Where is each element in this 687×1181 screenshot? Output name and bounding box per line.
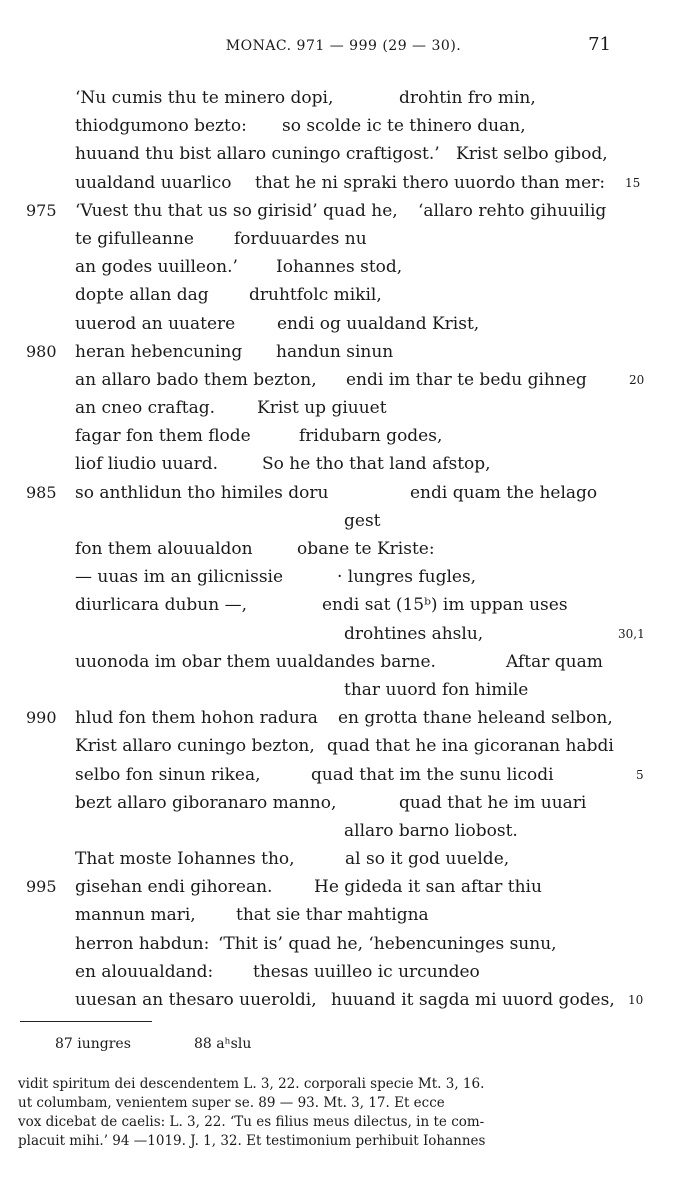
gloss-line: ut columbam, venientem super se. 89 — 93. Mt. 3, 17. Et ecce (18, 1095, 445, 1111)
second-half-line: Aftar quam (506, 651, 603, 672)
first-half-line: uualdand uuarlico (75, 172, 232, 193)
line-number: 990 (26, 708, 57, 728)
first-half-line: bezt allaro giboranaro manno, (75, 792, 337, 813)
second-half-line: Krist up giuuet (257, 398, 387, 419)
first-half-line: dopte allan dag (75, 285, 209, 306)
second-half-line: fridubarn godes, (299, 426, 443, 447)
first-half-line: an godes uuilleon.’ (75, 257, 238, 278)
verse-line (0, 450, 687, 478)
first-half-line: an allaro bado them bezton, (75, 369, 317, 390)
second-half-line: thesas uuilleo ic urcundeo (253, 961, 480, 982)
second-half-line: drohtin fro min, (399, 88, 536, 108)
second-half-line: allaro barno liobost. (344, 820, 518, 841)
first-half-line: heran hebencuning (75, 341, 243, 362)
latin-gloss (18, 1075, 614, 1151)
first-half-line: en alouualdand: (75, 961, 214, 982)
first-half-line: That moste Iohannes tho, (75, 849, 295, 870)
second-half-line: quad that he im uuari (399, 792, 587, 813)
verse-line (0, 873, 687, 901)
first-half-line: uuonoda im obar them uualdandes barne. (75, 651, 436, 672)
verse-line (0, 563, 687, 591)
verse-line (0, 507, 687, 535)
verse-line (0, 620, 687, 648)
verse-line (0, 676, 687, 704)
second-half-line: endi im thar te bedu gihneg (346, 369, 587, 390)
first-half-line: huuand thu bist allaro cuningo craftigost.’ (75, 144, 440, 165)
first-half-line: so anthlidun tho himiles doru (75, 482, 329, 503)
page-number: 71 (588, 34, 611, 55)
second-half-line: endi quam the helago (410, 482, 598, 503)
gloss-line: vox dicebat de caelis: L. 3, 22. ‘Tu es filius meus dilectus, in te com- (18, 1114, 485, 1130)
gloss-line: placuit mihi.’ 94 —1019. J. 1, 32. Et testimonium perhibuit Iohannes (18, 1133, 486, 1149)
footnote-88: 88 aʰslu (194, 1036, 252, 1052)
second-half-line: He gideda it san aftar thiu (314, 877, 542, 898)
second-half-line: gest (344, 510, 381, 531)
verse-line (0, 789, 687, 817)
first-half-line: te gifulleanne (75, 228, 194, 249)
margin-reference: 30,1 (618, 626, 645, 641)
second-half-line: so scolde ic te thinero duan, (282, 116, 526, 137)
verse-line (0, 732, 687, 760)
verse-line (0, 310, 687, 338)
second-half-line: thar uuord fon himile (344, 679, 529, 700)
second-half-line: ‘Thit is’ quad he, ‘hebencuninges sunu, (218, 933, 557, 954)
second-half-line: forduuardes nu (234, 228, 367, 249)
verse-line (0, 648, 687, 676)
footnote-rule (20, 1021, 152, 1022)
verse-line (0, 761, 687, 789)
second-half-line: drohtines ahslu, (344, 623, 484, 644)
verse-line (0, 338, 687, 366)
first-half-line: herron habdun: (75, 933, 210, 954)
second-half-line: that he ni spraki thero uuordo than mer: (255, 172, 606, 193)
verse-text (0, 84, 687, 1014)
margin-reference: 5 (636, 767, 644, 782)
first-half-line: thiodgumono bezto: (75, 116, 247, 137)
verse-line (0, 225, 687, 253)
second-half-line: · lungres fugles, (337, 567, 477, 588)
line-number: 985 (26, 482, 57, 502)
verse-line (0, 169, 687, 197)
first-half-line: mannun mari, (75, 905, 196, 926)
verse-line (0, 704, 687, 732)
second-half-line: quad that im the sunu licodi (311, 764, 554, 785)
line-number: 980 (26, 341, 57, 361)
first-half-line: selbo fon sinun rikea, (75, 764, 261, 785)
first-half-line: an cneo craftag. (75, 398, 215, 419)
second-half-line: ‘allaro rehto gihuuilig (418, 200, 607, 221)
second-half-line: handun sinun (276, 341, 394, 362)
verse-line (0, 845, 687, 873)
first-half-line: diurlicara dubun —, (75, 595, 248, 616)
first-half-line: Krist allaro cuningo bezton, (75, 736, 315, 757)
margin-reference: 15 (625, 175, 641, 190)
second-half-line: al so it god uuelde, (345, 849, 510, 870)
verse-line (0, 591, 687, 619)
second-half-line: So he tho that land afstop, (262, 454, 491, 475)
verse-line (0, 986, 687, 1014)
verse-line (0, 197, 687, 225)
second-half-line: endi sat (15ᵇ) im uppan uses (322, 595, 568, 616)
verse-line (0, 930, 687, 958)
first-half-line: ‘Vuest thu that us so girisid’ quad he, (75, 200, 398, 221)
verse-line (0, 901, 687, 929)
first-half-line: gisehan endi gihorean. (75, 877, 273, 898)
second-half-line: en grotta thane heleand selbon, (338, 708, 613, 729)
gloss-line: vidit spiritum dei descendentem L. 3, 22. corporali specie Mt. 3, 16. (18, 1076, 485, 1092)
first-half-line: ‘Nu cumis thu te minero dopi, (75, 88, 334, 108)
first-half-line: uuerod an uuatere (75, 313, 236, 334)
second-half-line: Krist selbo gibod, (456, 144, 608, 165)
first-half-line: uuesan an thesaro uueroldi, (75, 990, 317, 1010)
verse-line (0, 84, 687, 112)
first-half-line: fon them alouualdon (75, 539, 253, 559)
second-half-line: that sie thar mahtigna (236, 905, 429, 926)
verse-line (0, 253, 687, 281)
verse-line (0, 366, 687, 394)
first-half-line: liof liudio uuard. (75, 454, 219, 475)
verse-line (0, 140, 687, 168)
second-half-line: Iohannes stod, (276, 257, 403, 278)
verse-line (0, 535, 687, 563)
second-half-line: druhtfolc mikil, (249, 285, 382, 306)
first-half-line: — uuas im an gilicnissie (75, 567, 284, 588)
verse-line (0, 817, 687, 845)
running-header: MONAC. 971 — 999 (29 — 30). (225, 38, 462, 54)
second-half-line: quad that he ina gicoranan habdi (327, 736, 614, 757)
second-half-line: huuand it sagda mi uuord godes, (331, 990, 615, 1010)
verse-line (0, 281, 687, 309)
verse-line (0, 479, 687, 507)
margin-reference: 20 (629, 372, 645, 387)
verse-line (0, 958, 687, 986)
verse-line (0, 422, 687, 450)
second-half-line: obane te Kriste: (297, 539, 435, 559)
first-half-line: fagar fon them flode (75, 426, 251, 447)
second-half-line: endi og uualdand Krist, (277, 313, 480, 334)
verse-line (0, 112, 687, 140)
first-half-line: hlud fon them hohon radura (75, 708, 318, 729)
footnote-87: 87 iungres (55, 1036, 131, 1052)
line-number: 995 (26, 877, 57, 897)
margin-reference: 10 (628, 993, 644, 1007)
line-number: 975 (26, 200, 57, 220)
verse-line (0, 394, 687, 422)
